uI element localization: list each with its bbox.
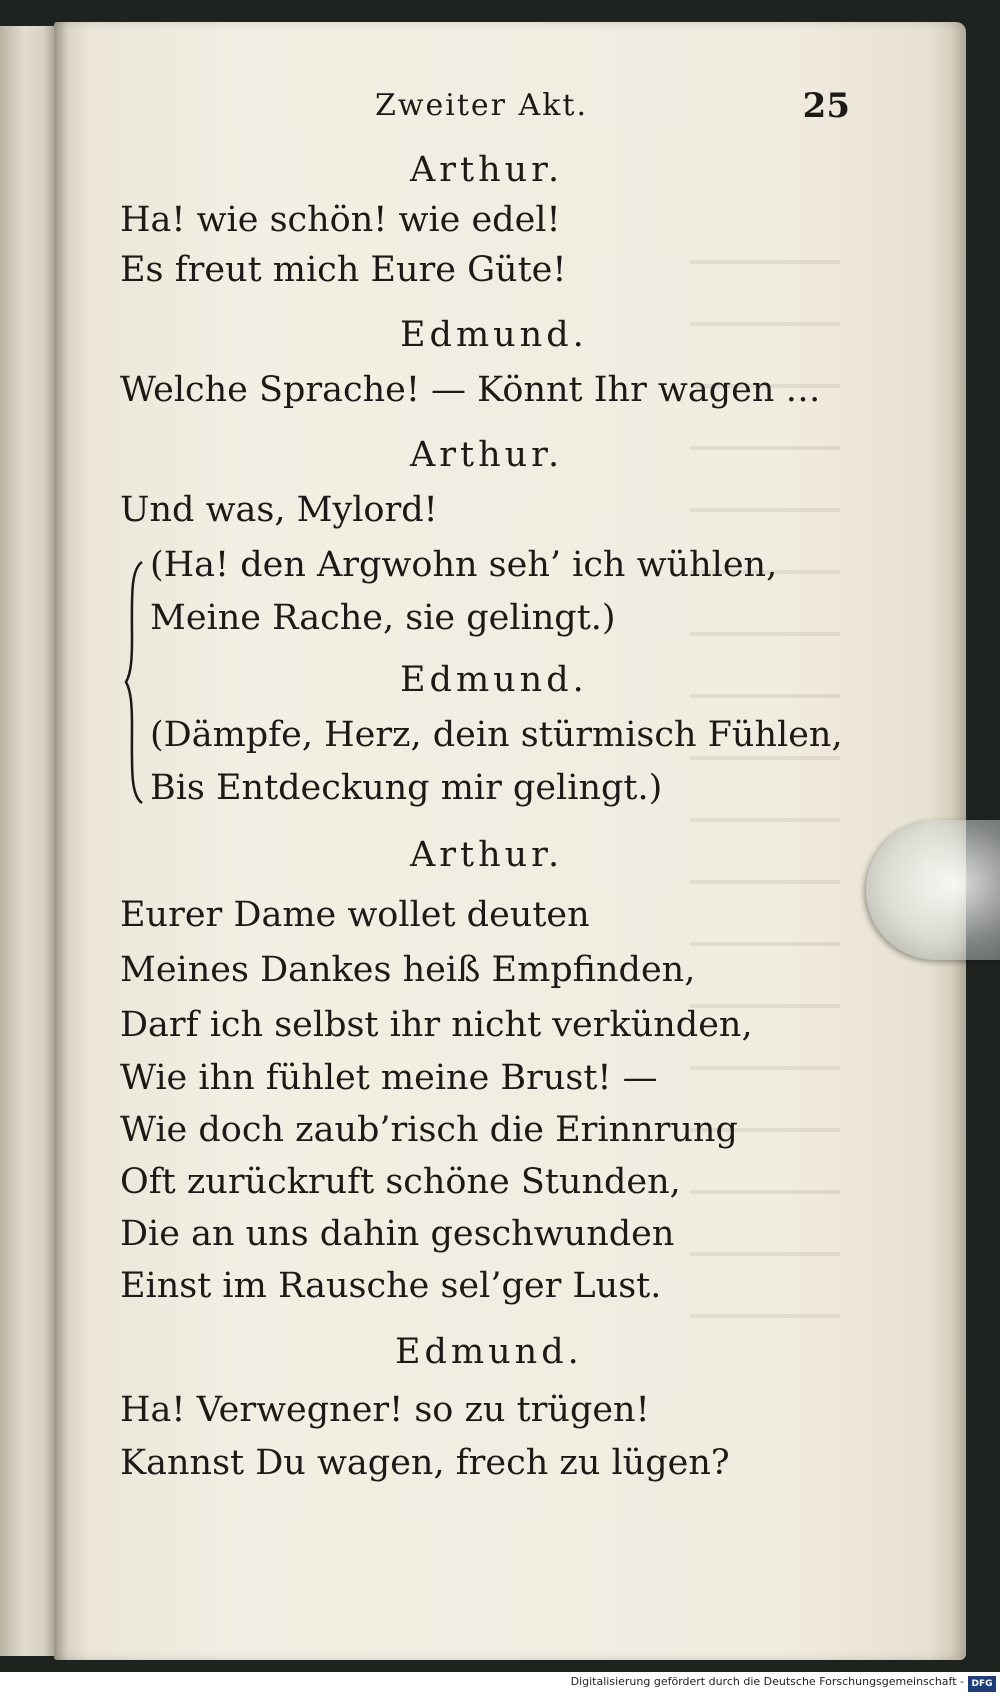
page-number: 25 (802, 86, 850, 126)
verse-line: Eurer Dame wollet deuten (120, 895, 590, 935)
verse-line: Wie ihn fühlet meine Brust! — (120, 1058, 658, 1098)
aside-brace (124, 560, 144, 805)
verse-line: Kannst Du wagen, frech zu lügen? (120, 1443, 730, 1483)
verse-line: Und was, Mylord! (120, 490, 438, 530)
running-head: Zweiter Akt. (375, 88, 588, 123)
digitization-footer (0, 1672, 1000, 1697)
verse-line: Oft zurückruft schöne Stunden, (120, 1162, 681, 1202)
page-header (120, 82, 850, 132)
dfg-logo: DFG (968, 1676, 996, 1692)
speaker-arthur-3: Arthur. (410, 835, 564, 875)
verse-line: Es freut mich Eure Güte! (120, 250, 567, 290)
verse-line: Die an uns dahin geschwunden (120, 1214, 675, 1254)
speaker-arthur-1: Arthur. (410, 150, 564, 190)
funding-credit: Digitalisierung gefördert durch die Deutsche Forschungsgemeinschaft - (570, 1675, 964, 1688)
verse-line: Ha! Verwegner! so zu trügen! (120, 1390, 650, 1430)
verse-line: Einst im Rausche sel’ger Lust. (120, 1266, 662, 1306)
verse-line: (Ha! den Argwohn seh’ ich wühlen, (150, 545, 778, 585)
verse-line: Wie doch zaub’risch die Erinnrung (120, 1110, 738, 1150)
verse-line: Ha! wie schön! wie edel! (120, 200, 561, 240)
verse-line: Welche Sprache! — Könnt Ihr wagen … (120, 370, 821, 410)
verse-line: Meines Dankes heiß Empfinden, (120, 950, 696, 990)
speaker-edmund-2: Edmund. (400, 660, 588, 700)
page-clip (866, 820, 1000, 960)
speaker-edmund-1: Edmund. (400, 315, 588, 355)
page-gutter-shadow (54, 22, 68, 1660)
verse-line: Bis Entdeckung mir gelingt.) (150, 768, 663, 808)
left-page-edge (0, 26, 62, 1656)
speaker-arthur-2: Arthur. (410, 435, 564, 475)
speaker-edmund-3: Edmund. (395, 1332, 583, 1372)
verse-line: (Dämpfe, Herz, dein stürmisch Fühlen, (150, 715, 843, 755)
verse-line: Meine Rache, sie gelingt.) (150, 598, 616, 638)
verse-line: Darf ich selbst ihr nicht verkünden, (120, 1005, 753, 1045)
